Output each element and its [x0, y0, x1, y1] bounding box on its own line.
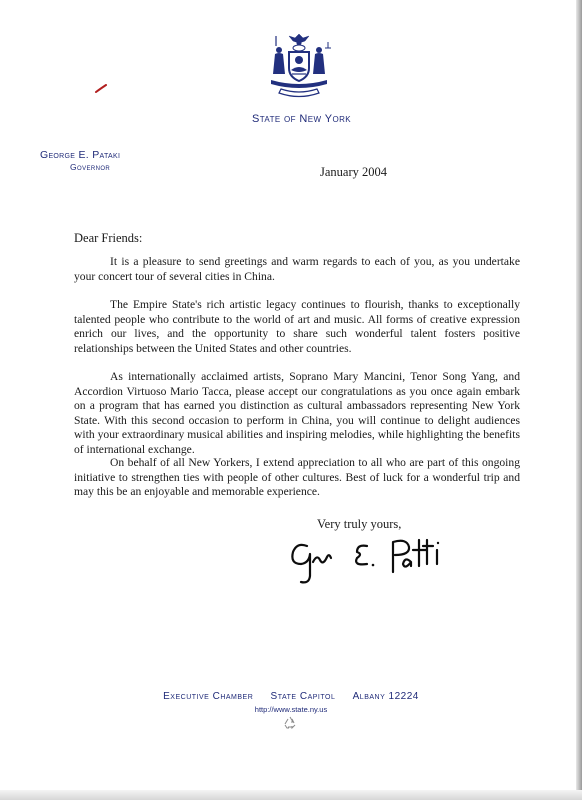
body-paragraph-2: The Empire State's rich artistic legacy continues to flourish, thanks to exceptionally talented people who contribute to the world of art and music. All forms of creative expression enrich our lives, and the opportunity to share such wonderful talent fosters positive relationships between the United States and other countries.: [74, 298, 520, 355]
signature-image: [285, 532, 460, 584]
ink-mark-icon: [94, 84, 108, 94]
body-paragraph-1: It is a pleasure to send greetings and warm regards to each of you, as you undertake your concert tour of several cities in China.: [74, 255, 520, 283]
scan-page-bottom: [0, 790, 582, 800]
scan-page-edge: [576, 0, 582, 800]
footer-city: Albany 12224: [352, 691, 419, 702]
letterhead-governor-name: George E. Pataki: [40, 149, 121, 161]
state-seal-icon: [265, 32, 333, 100]
body-paragraph-4: On behalf of all New Yorkers, I extend appreciation to all who are part of this ongoing initiative to strengthen ties with people of other cultures. Best of luck for a wonderful trip and may this be an enjoyable and memorable experience.: [74, 456, 520, 498]
salutation: Dear Friends:: [74, 231, 143, 245]
letterhead-governor-title: Governor: [70, 162, 111, 172]
footer-address: [0, 691, 582, 702]
footer-url: http://www.state.ny.us: [254, 705, 328, 714]
footer-building: State Capitol: [270, 691, 336, 702]
letterhead-state-name: State of New York: [252, 113, 351, 125]
letter-date: January 2004: [320, 165, 387, 179]
recycle-icon: [283, 716, 297, 729]
closing: Very truly yours,: [317, 517, 402, 531]
footer-office: Executive Chamber: [163, 691, 254, 702]
body-paragraph-3: As internationally acclaimed artists, Soprano Mary Mancini, Tenor Song Yang, and Accordion Virtuoso Mario Tacca, please accept our congratulations as you once again embark on a program that has earned you distinction as cultural ambassadors representing New York State. With this second occasion to perform in China, you will continue to delight audiences with your extraordinary musical abilities and inspiring melodies, while highlighting the benefits of international exchange.: [74, 370, 520, 456]
